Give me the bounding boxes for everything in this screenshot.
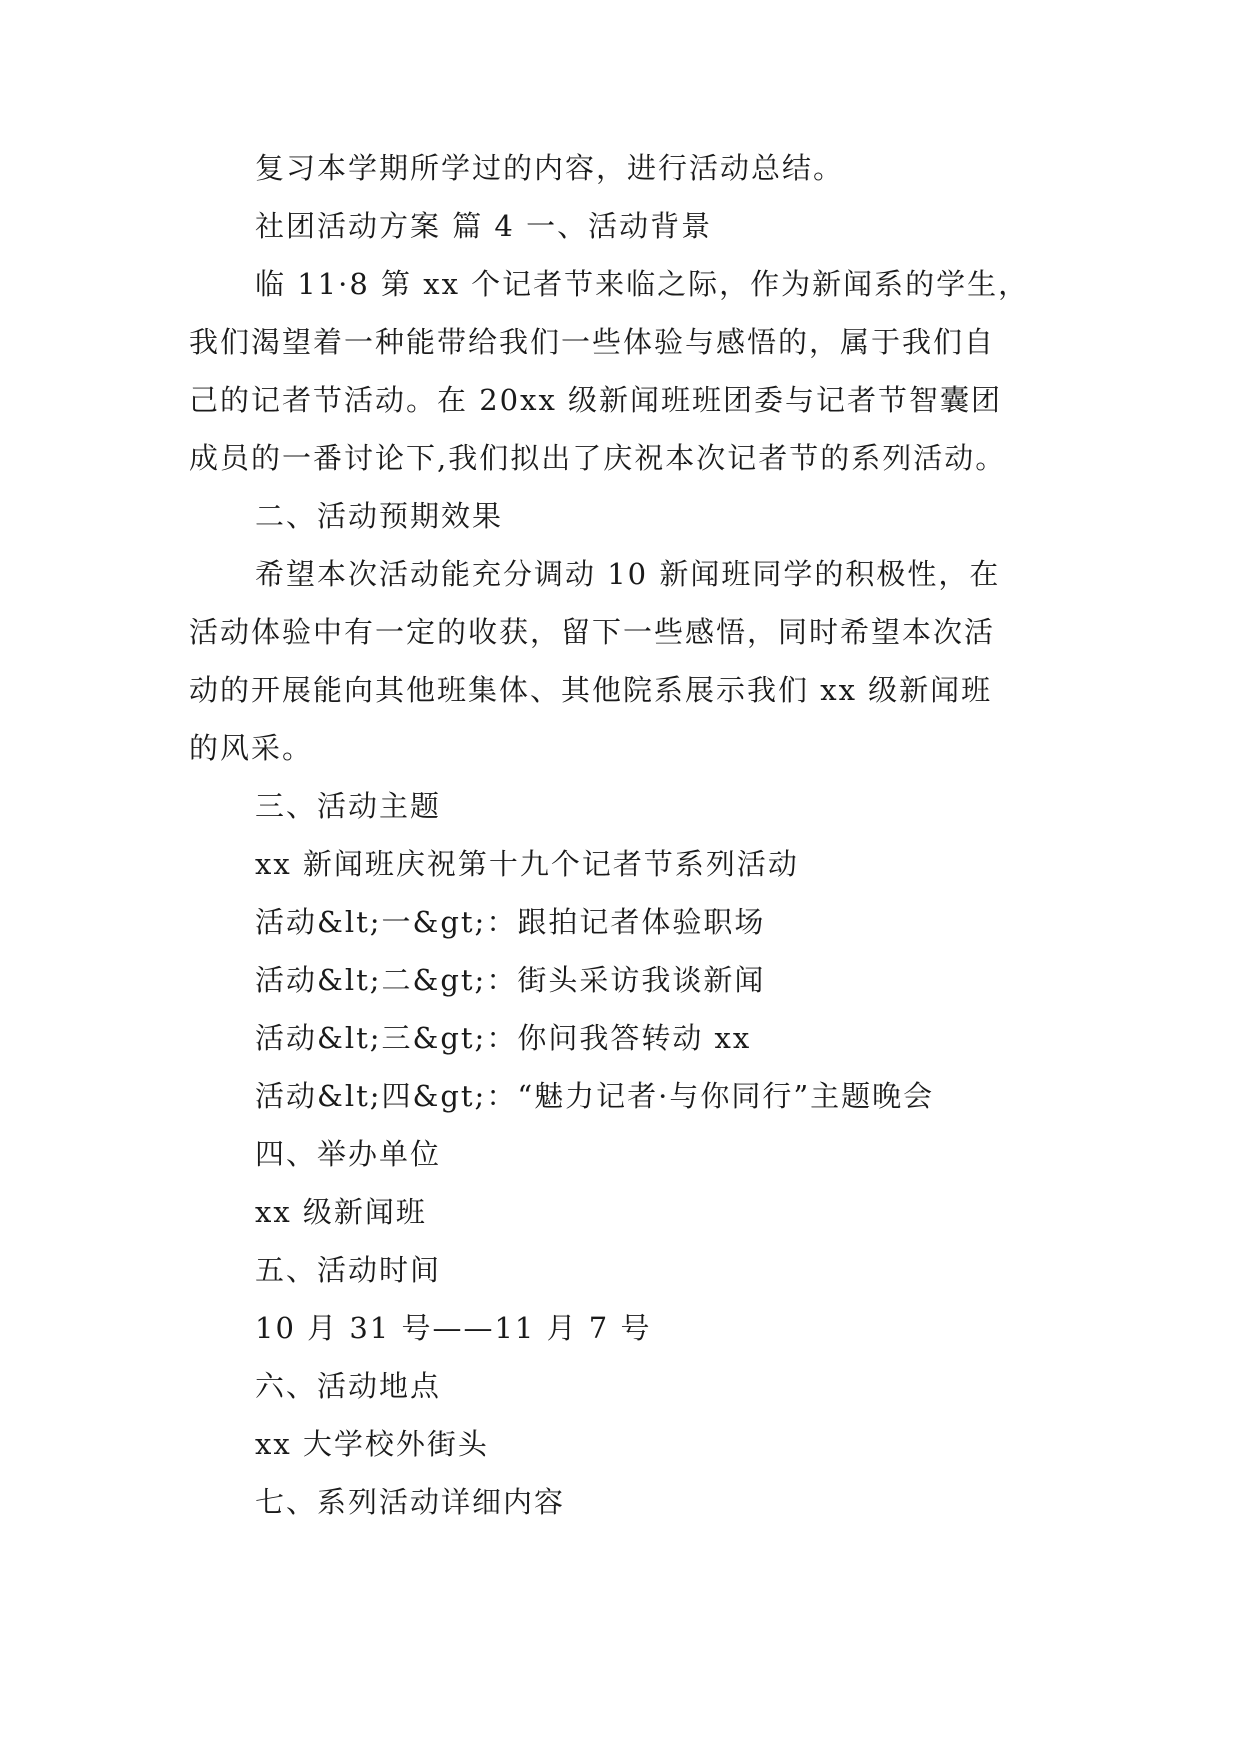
paragraph-line: 的风采。 (189, 731, 314, 765)
section-heading: 三、活动主题 (255, 789, 442, 823)
text-line: xx 新闻班庆祝第十九个记者节系列活动 (255, 847, 799, 881)
section-heading: 社团活动方案 篇 4 一、活动背景 (255, 209, 713, 243)
text-line: xx 级新闻班 (255, 1195, 427, 1229)
paragraph-line: 我们渴望着一种能带给我们一些体验与感悟的，属于我们自 (189, 325, 996, 359)
text-line: xx 大学校外街头 (255, 1427, 489, 1461)
list-item: 活动&lt;一&gt;：跟拍记者体验职场 (255, 905, 766, 939)
section-heading: 五、活动时间 (255, 1253, 442, 1287)
text-line: 10 月 31 号——11 月 7 号 (255, 1311, 652, 1345)
text-line: 复习本学期所学过的内容，进行活动总结。 (255, 151, 845, 185)
paragraph-line: 希望本次活动能充分调动 10 新闻班同学的积极性，在 (255, 557, 1001, 591)
list-item: 活动&lt;二&gt;：街头采访我谈新闻 (255, 963, 766, 997)
paragraph-line: 活动体验中有一定的收获，留下一些感悟，同时希望本次活 (189, 615, 996, 649)
section-heading: 四、举办单位 (255, 1137, 442, 1171)
paragraph-line: 成员的一番讨论下,我们拟出了庆祝本次记者节的系列活动。 (189, 441, 1007, 475)
list-item: 活动&lt;三&gt;：你问我答转动 xx (255, 1021, 752, 1055)
section-heading: 六、活动地点 (255, 1369, 442, 1403)
paragraph-line: 动的开展能向其他班集体、其他院系展示我们 xx 级新闻班 (189, 673, 993, 707)
section-heading: 七、系列活动详细内容 (255, 1485, 566, 1519)
list-item: 活动&lt;四&gt;：“魅力记者·与你同行”主题晚会 (255, 1079, 935, 1113)
section-heading: 二、活动预期效果 (255, 499, 504, 533)
paragraph-line: 临 11·8 第 xx 个记者节来临之际，作为新闻系的学生， (255, 267, 1030, 301)
paragraph-line: 己的记者节活动。在 20xx 级新闻班班团委与记者节智囊团 (189, 383, 1003, 417)
